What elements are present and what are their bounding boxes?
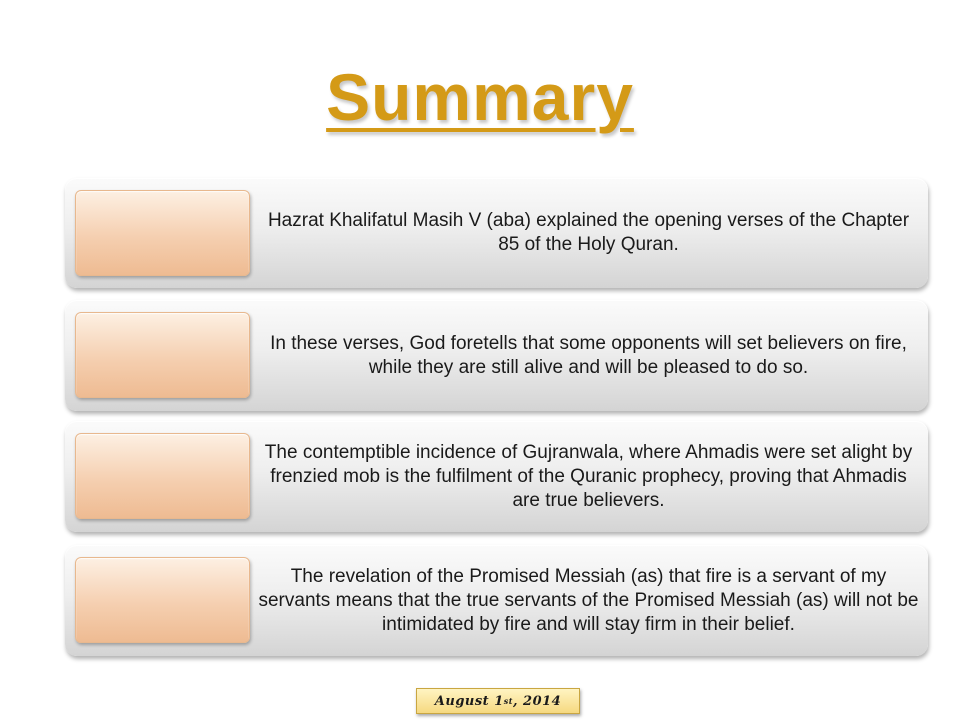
row-4-tile bbox=[75, 557, 250, 643]
summary-row-4 bbox=[65, 545, 928, 656]
slide-title: Summary bbox=[326, 60, 634, 134]
row-1-tile bbox=[75, 190, 250, 276]
row-3-tile bbox=[75, 433, 250, 519]
row-2-text: In these verses, God foretells that some opponents will set believers on fire, while they are still alive and will be pleased to do so. bbox=[270, 332, 907, 378]
row-3-text: The contemptible incidence of Gujranwala, where Ahmadis were set alight by frenzied mob is the fulfilment of the Quranic prophecy, proving that Ahmadis are true believers. bbox=[264, 441, 913, 511]
date-year: , 2014 bbox=[512, 693, 562, 709]
date-badge: August 1 st , 2014 bbox=[416, 688, 580, 714]
summary-row-2 bbox=[65, 300, 928, 411]
row-1-text: Hazrat Khalifatul Masih V (aba) explained the opening verses of the Chapter 85 of the Holy Quran. bbox=[267, 210, 910, 255]
summary-row-3 bbox=[65, 421, 928, 532]
row-4-text: The revelation of the Promised Messiah (as) that fire is a servant of my servants means that the true servants of the Promised Messiah (as) will not be intimidated by fire and will stay firm in their belief. bbox=[258, 565, 919, 635]
date-month-day: August 1 bbox=[434, 693, 504, 709]
row-2-tile bbox=[75, 312, 250, 398]
summary-row-1 bbox=[65, 178, 928, 288]
